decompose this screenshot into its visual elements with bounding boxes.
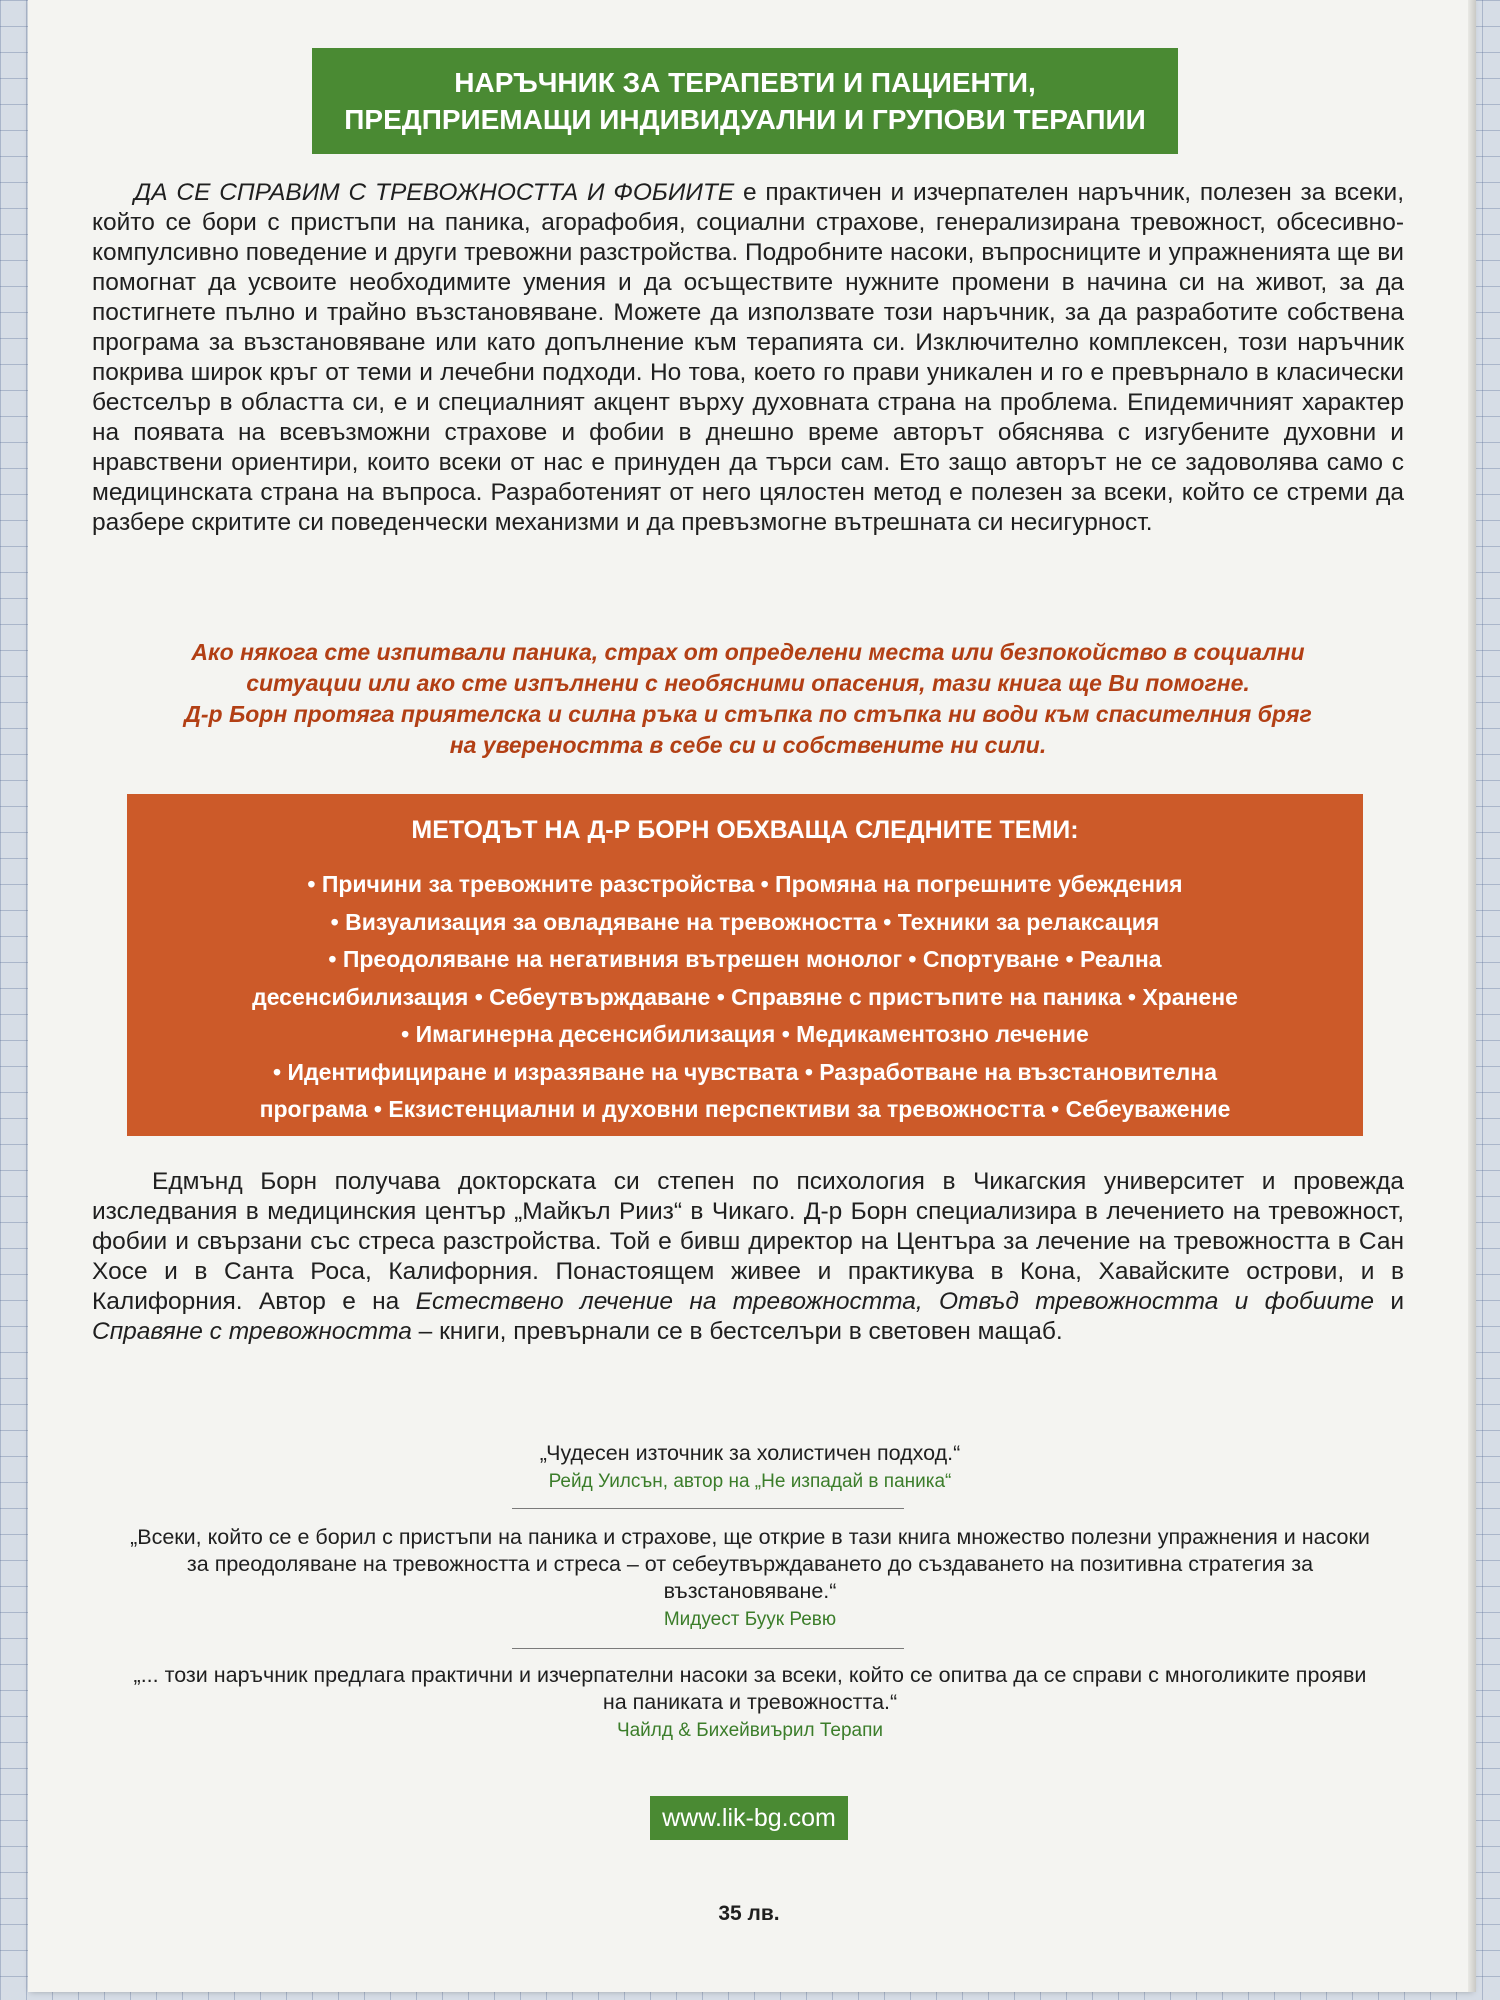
topics-line: • Преодоляване на негативния вътрешен монолог • Спортуване • Реална [328,946,1162,972]
highlight-line-4: на увереността в себе си и собствените ни сили. [449,732,1047,758]
bio-book-1: Естествено лечение на тревожността, [415,1288,923,1315]
quote-source: Чайлд & Бихейвиърил Терапи [616,1720,884,1741]
highlight-line-2: ситуации или ако сте изпълнени с необясними опасения, тази книга ще Ви помогне. [246,670,1250,696]
quote-source: Рейд Уилсън, автор на „Не изпадай в паника“ [548,1471,952,1492]
price-label: 35 лв. [718,1902,780,1925]
quote-text: „Чудесен източник за холистичен подход.“ [539,1441,961,1465]
divider [512,1508,904,1509]
book-description [92,178,1404,538]
topics-box [127,794,1363,1136]
bio-book-3: Справяне с тревожността [92,1318,412,1345]
divider [512,1648,904,1649]
bio-text-start: Едмънд Борн получава докторската си степен по психология в Чикагския университет и провежда изследвания в медицинския център „Майкъл Рииз“ в Чикаго. Д-р Борн специализира в лечението на тревожност, фобии и свързани със стреса разстройства. Той е бивш директор на Центъра за лечение на тревожността в Сан Хосе и в Санта Роса, Калифорния. Понастоящем живее и практикува в Кона, Хавайските острови, и в Калифорния. Автор е на [92,1168,1404,1315]
quote-text: „Всеки, който се е борил с пристъпи на паника и страхове, ще открие в тази книга множество полезни упражнения и насоки за преодоляване на тревожността и стреса – от себеутвърждаването до създаването на позитивна стратегия за възстановяване.“ [130,1525,1370,1603]
quote-1 [130,1440,1370,1495]
website-link[interactable]: www.lik-bg.com [650,1796,848,1840]
quote-2 [130,1524,1370,1633]
highlight-paragraph [92,637,1404,761]
author-bio [92,1167,1404,1347]
topics-line: • Идентифициране и изразяване на чувствата • Разработване на възстановителна [273,1058,1217,1085]
quote-text: „... този наръчник предлага практични и изчерпателни насоки за всеки, който се опитва да се справи с многоликите прояви на паниката и тревожността.“ [133,1663,1367,1714]
header-line-2: ПРЕДПРИЕМАЩИ ИНДИВИДУАЛНИ И ГРУПОВИ ТЕРАПИИ [344,104,1146,135]
quote-source: Мидуест Буук Ревю [663,1609,837,1630]
topics-line: десенсибилизация • Себеутвърждаване • Справяне с пристъпите на паника • Хранене [252,983,1238,1010]
topics-line: • Причини за тревожните разстройства • Промяна на погрешните убеждения [307,871,1183,897]
topics-line: програма • Екзистенциални и духовни перспективи за тревожността • Себеуважение [259,1096,1231,1122]
highlight-line-1: Ако някога сте изпитвали паника, страх от определени места или безпокойство в социални [191,639,1305,665]
header-banner [312,48,1178,154]
description-text: е практичен и изчерпателен наръчник, полезен за всеки, който се бори с пристъпи на паника, агорафобия, социални страхове, генерализирана тревожност, обсесивно-компулсивно поведение и други тревожни разстройства. Подробните насоки, въпросниците и упражненията ще ви помогнат да усвоите необходимите умения и да осъществите нужните промени в начина си на живот, за да постигнете пълно и трайно възстановяване. Можете да използвате този наръчник, за да разработите собствена програма за възстановяване или като допълнение към терапията си. Изключително комплексен, този наръчник покрива широк кръг от теми и лечебни подходи. Но това, което го прави уникален и го е превърнало в класически бестселър в областта си, е и специалният акцент върху духовната страна на проблема. Епидемичният характер на появата на всевъзможни страхове и фобии в днешно време авторът обяснява с изгубените духовни и нравствени ориентири, които всеки от нас е принуден да търси сам. Ето защо авторът не се задоволява само с медицинската страна на въпроса. Разработеният от него цялостен метод е полезен за всеки, който се стреми да разбере скритите си поведенчески механизми и да превъзмогне вътрешната си несигурност. [92,179,1404,536]
cover-edge [1468,0,1476,1992]
header-line-1: НАРЪЧНИК ЗА ТЕРАПЕВТИ И ПАЦИЕНТИ, [454,67,1036,98]
topics-list [153,866,1337,1129]
book-title-lead: ДА СЕ СПРАВИМ С ТРЕВОЖНОСТТА И ФОБИИТЕ [134,179,735,206]
quote-3 [130,1662,1370,1744]
bio-book-2: Отвъд тревожността и фобиите [939,1288,1375,1315]
highlight-line-3: Д-р Борн протяга приятелска и силна ръка и стъпка по стъпка ни води към спасителния бряг [184,701,1312,727]
topics-line: • Визуализация за овладяване на тревожността • Техники за релаксация [330,908,1160,935]
bio-conjunction: и [1374,1288,1405,1315]
topics-heading: МЕТОДЪТ НА Д-Р БОРН ОБХВАЩА СЛЕДНИТЕ ТЕМИ: [411,816,1079,844]
bio-text-end: – книги, превърнали се в бестселъри в световен мащаб. [411,1318,1063,1345]
topics-line: • Имагинерна десенсибилизация • Медикаментозно лечение [401,1021,1089,1047]
